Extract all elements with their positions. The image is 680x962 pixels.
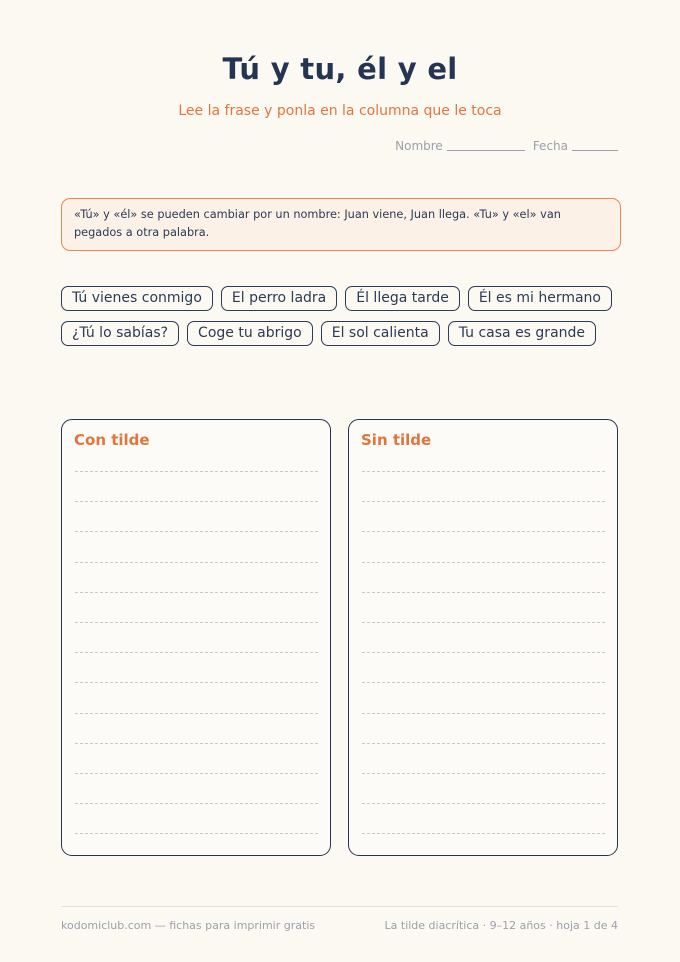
- name-label: Nombre: [395, 139, 443, 153]
- footer-site: kodomiclub.com — fichas para imprimir gratis: [61, 919, 316, 932]
- column-con-tilde[interactable]: [61, 419, 331, 856]
- writing-line[interactable]: [75, 803, 318, 833]
- column-title-con-tilde: Con tilde: [74, 431, 150, 449]
- writing-line[interactable]: [362, 833, 605, 863]
- writing-line[interactable]: [362, 713, 605, 743]
- writing-line[interactable]: [75, 592, 318, 622]
- writing-line[interactable]: [75, 471, 318, 501]
- phrase-chip[interactable]: ¿Tú lo sabías?: [61, 321, 179, 346]
- phrase-chip[interactable]: Coge tu abrigo: [187, 321, 313, 346]
- column-sin-tilde[interactable]: [348, 419, 618, 856]
- writing-lines[interactable]: [362, 471, 605, 863]
- column-title-sin-tilde: Sin tilde: [361, 431, 432, 449]
- writing-line[interactable]: [75, 773, 318, 803]
- writing-line[interactable]: [75, 622, 318, 652]
- writing-line[interactable]: [362, 501, 605, 531]
- writing-line[interactable]: [362, 803, 605, 833]
- phrase-chip[interactable]: Tú vienes conmigo: [61, 286, 213, 311]
- writing-lines[interactable]: [75, 471, 318, 863]
- footer-divider: [61, 906, 618, 907]
- writing-line[interactable]: [75, 833, 318, 863]
- writing-line[interactable]: [75, 501, 318, 531]
- phrase-chip[interactable]: Él es mi hermano: [468, 286, 612, 311]
- phrase-chip[interactable]: Tu casa es grande: [448, 321, 596, 346]
- writing-line[interactable]: [362, 622, 605, 652]
- date-label: Fecha: [532, 139, 568, 153]
- phrase-chip[interactable]: Él llega tarde: [345, 286, 460, 311]
- writing-line[interactable]: [362, 743, 605, 773]
- writing-line[interactable]: [362, 562, 605, 592]
- page-title: Tú y tu, él y el: [222, 52, 458, 86]
- writing-line[interactable]: [75, 743, 318, 773]
- phrase-bank: [61, 286, 621, 346]
- rule-note-box: «Tú» y «él» se pueden cambiar por un nombre: Juan viene, Juan llega. «Tu» y «el» van pegados a otra palabra.: [61, 198, 621, 251]
- phrase-chip[interactable]: El sol calienta: [321, 321, 440, 346]
- writing-line[interactable]: [362, 652, 605, 682]
- page-subtitle: Lee la frase y ponla en la columna que le toca: [178, 103, 502, 119]
- phrase-chip[interactable]: El perro ladra: [221, 286, 337, 311]
- date-blank[interactable]: [572, 149, 618, 151]
- writing-line[interactable]: [362, 531, 605, 561]
- footer-sheet-info: La tilde diacrítica · 9–12 años · hoja 1 de 4: [384, 919, 618, 932]
- writing-line[interactable]: [362, 773, 605, 803]
- name-date-fields: [395, 139, 618, 153]
- writing-line[interactable]: [75, 531, 318, 561]
- writing-line[interactable]: [75, 682, 318, 712]
- writing-line[interactable]: [75, 713, 318, 743]
- writing-line[interactable]: [362, 682, 605, 712]
- writing-line[interactable]: [75, 562, 318, 592]
- name-blank[interactable]: [447, 149, 525, 151]
- writing-line[interactable]: [75, 652, 318, 682]
- writing-line[interactable]: [362, 592, 605, 622]
- writing-line[interactable]: [362, 471, 605, 501]
